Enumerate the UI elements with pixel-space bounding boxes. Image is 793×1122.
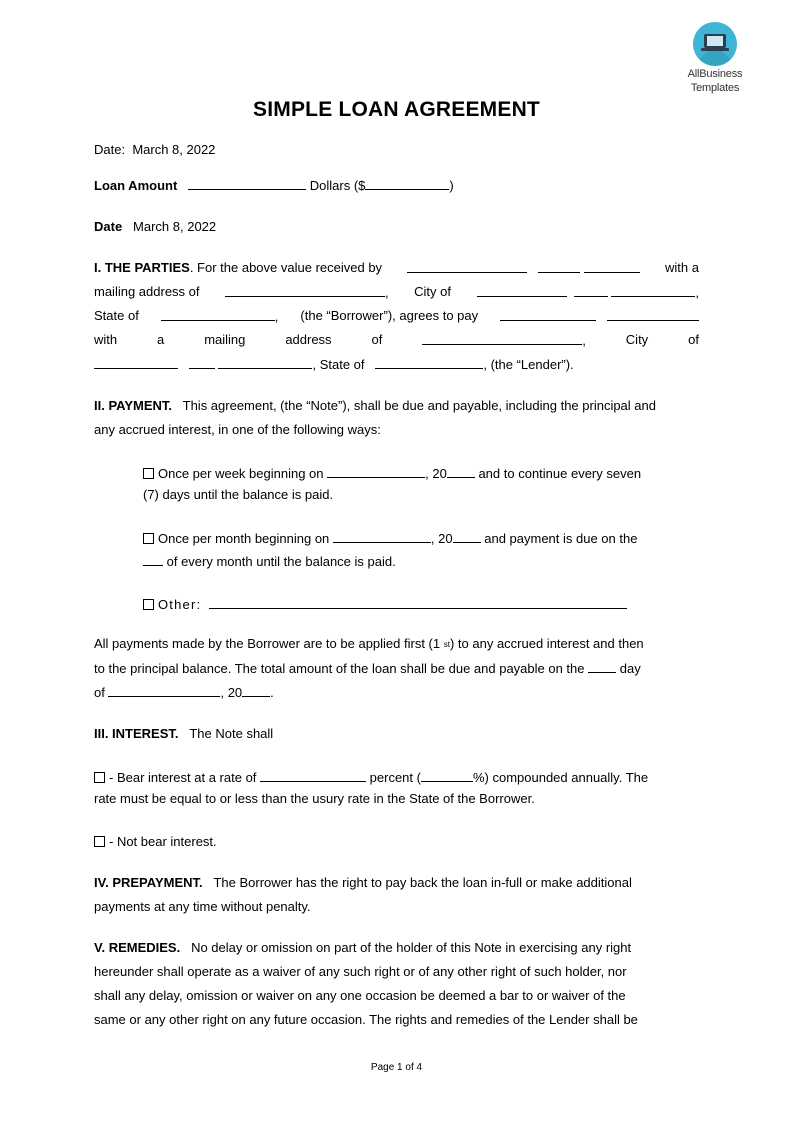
- applied-text-1: All payments made by the Borrower are to be applied first (1: [94, 636, 441, 651]
- payment-applied-line-2: [94, 660, 641, 677]
- loan-amount-line: [94, 177, 454, 194]
- logo-text-line2: Templates: [690, 82, 740, 94]
- prepayment-heading: IV. PREPAYMENT.: [94, 875, 203, 890]
- payment-line-1: [94, 398, 656, 414]
- parties-mailing-address-label: mailing address of: [94, 284, 200, 299]
- lender-name-field-3[interactable]: [584, 260, 640, 273]
- due-day-field[interactable]: [588, 660, 616, 673]
- laptop-icon: [704, 34, 726, 48]
- interest-intro: The Note shall: [189, 726, 274, 741]
- no-interest-text: - Not bear interest.: [109, 834, 217, 849]
- parties-word: address: [285, 332, 332, 347]
- laptop-screen-inner: [707, 36, 723, 46]
- applied-text-7: .: [270, 685, 274, 700]
- applied-text-5: of: [94, 685, 105, 700]
- parties-text-1: . For the above value received by: [189, 260, 383, 275]
- date-value: March 8, 2022: [132, 142, 216, 157]
- monthly-text-3: of every month until the balance is paid.: [166, 554, 396, 569]
- other-checkbox[interactable]: [143, 599, 154, 610]
- applied-sup: st: [443, 640, 450, 649]
- monthly-text-2: and payment is due on the: [484, 531, 638, 546]
- remedies-text-1: No delay or omission on part of the holder of this Note in exercising any right: [191, 940, 632, 955]
- payment-applied-line-3: [94, 684, 274, 701]
- lender-state-field[interactable]: [375, 356, 483, 369]
- laptop-base: [701, 48, 729, 51]
- parties-word: with: [94, 332, 118, 347]
- lender-city-field-2[interactable]: [189, 356, 215, 369]
- payment-line-2: any accrued interest, in one of the following ways:: [94, 422, 381, 437]
- payment-option-monthly: [143, 530, 637, 547]
- prepayment-line-1: [94, 875, 632, 891]
- due-month-field[interactable]: [108, 684, 220, 697]
- parties-line-4: with a mailing address of , City of: [94, 332, 699, 348]
- borrower-city-field-3[interactable]: [611, 284, 695, 297]
- date-line: [94, 142, 215, 158]
- lender-name-field[interactable]: [407, 260, 527, 273]
- date2-line: [94, 219, 216, 235]
- parties-borrower-agrees: (the “Borrower”), agrees to pay: [300, 308, 479, 323]
- monthly-checkbox[interactable]: [143, 533, 154, 544]
- applied-text-3: to the principal balance. The total amount of the loan shall be due and payable on the: [94, 661, 585, 676]
- lender-name-field-2[interactable]: [538, 260, 580, 273]
- lender-address-field[interactable]: [422, 332, 582, 345]
- interest-rate-number-field[interactable]: [421, 769, 473, 782]
- no-interest-checkbox[interactable]: [94, 836, 105, 847]
- weekly-year-prefix: , 20: [425, 466, 447, 481]
- loan-amount-words-field[interactable]: [188, 177, 306, 190]
- applied-text-2: ) to any accrued interest and then: [449, 636, 644, 651]
- borrower-state-field[interactable]: [161, 308, 275, 321]
- parties-heading: I. THE PARTIES: [94, 260, 190, 275]
- logo-text-line1: AllBusiness: [687, 68, 743, 80]
- interest-option-none: [94, 834, 217, 850]
- weekly-year-field[interactable]: [447, 465, 475, 478]
- applied-text-6: , 20: [220, 685, 243, 700]
- loan-amount-close-paren: ): [449, 178, 454, 193]
- lender-city-field-3[interactable]: [218, 356, 312, 369]
- parties-line-3: State of , (the “Borrower”), agrees to pay: [94, 308, 699, 325]
- parties-city-label: City of: [414, 284, 451, 299]
- lender-city-field[interactable]: [94, 356, 178, 369]
- logo-circle: [693, 22, 737, 66]
- prepayment-text-1: The Borrower has the right to pay back the loan in-full or make additional: [213, 875, 632, 890]
- payment-option-other: [143, 596, 627, 613]
- parties-word: City: [625, 332, 649, 347]
- loan-amount-label: Loan Amount: [94, 178, 178, 193]
- parties-state-label: State of: [94, 308, 139, 323]
- parties-state-of: , State of: [312, 357, 365, 372]
- parties-word: mailing: [204, 332, 246, 347]
- remedies-line-4: same or any other right on any future occasion. The rights and remedies of the Lender shall be: [94, 1012, 638, 1027]
- parties-word: of: [371, 332, 383, 347]
- interest-line: [94, 726, 273, 742]
- bear-interest-text-2: percent (: [369, 770, 421, 785]
- due-year-field[interactable]: [242, 684, 270, 697]
- page-number: Page 1 of 4: [370, 1062, 423, 1073]
- bear-interest-text-3: %) compounded annually. The: [472, 770, 649, 785]
- weekly-text: Once per week beginning on: [158, 466, 324, 481]
- bear-interest-text: - Bear interest at a rate of: [109, 770, 257, 785]
- other-payment-field[interactable]: [209, 596, 627, 609]
- monthly-start-date-field[interactable]: [333, 530, 431, 543]
- payment-applied-line-1: [94, 636, 644, 653]
- bear-interest-checkbox[interactable]: [94, 772, 105, 783]
- remedies-line-1: [94, 940, 631, 956]
- remedies-line-3: shall any delay, omission or waiver on any one occasion be deemed a bar to or waiver of the: [94, 988, 626, 1003]
- parties-with-a: with a: [665, 260, 699, 275]
- parties-line-2: mailing address of , City of ,: [94, 284, 699, 300]
- loan-amount-dollars-text: Dollars ($: [309, 178, 366, 193]
- weekly-text-2: and to continue every seven: [478, 466, 642, 481]
- prepayment-line-2: payments at any time without penalty.: [94, 899, 311, 914]
- interest-option-bear: [94, 769, 648, 786]
- parties-word: a: [157, 332, 165, 347]
- date2-value: March 8, 2022: [133, 219, 217, 234]
- document-title: SIMPLE LOAN AGREEMENT: [253, 98, 540, 121]
- monthly-text: Once per month beginning on: [158, 531, 330, 546]
- weekly-start-date-field[interactable]: [327, 465, 425, 478]
- interest-rate-words-field[interactable]: [260, 769, 366, 782]
- remedies-line-2: hereunder shall operate as a waiver of any such right or of any other right of such holder, nor: [94, 964, 627, 979]
- allbusiness-templates-logo: [680, 22, 750, 94]
- applied-text-4: day: [619, 661, 641, 676]
- borrower-city-field[interactable]: [477, 284, 567, 297]
- other-label: Other:: [158, 597, 202, 612]
- payment-option-weekly-line2: (7) days until the balance is paid.: [143, 487, 334, 502]
- parties-lender-end: , (the “Lender”).: [483, 357, 574, 372]
- monthly-year-field[interactable]: [453, 530, 481, 543]
- monthly-due-day-field[interactable]: [143, 553, 163, 566]
- monthly-year-prefix: , 20: [430, 531, 453, 546]
- payment-option-weekly: [143, 465, 641, 482]
- date2-label: Date: [94, 219, 123, 234]
- interest-option-bear-line2: rate must be equal to or less than the usury rate in the State of the Borrower.: [94, 791, 535, 806]
- lender-pay-field[interactable]: [500, 308, 596, 321]
- parties-word: of: [688, 332, 699, 347]
- loan-amount-number-field[interactable]: [365, 177, 449, 190]
- parties-line-5: [94, 356, 574, 373]
- borrower-address-field[interactable]: [225, 284, 385, 297]
- date-label: Date:: [94, 142, 126, 157]
- payment-heading: II. PAYMENT.: [94, 398, 173, 413]
- interest-heading: III. INTEREST.: [94, 726, 179, 741]
- remedies-heading: V. REMEDIES.: [94, 940, 181, 955]
- weekly-checkbox[interactable]: [143, 468, 154, 479]
- payment-text-1: This agreement, (the “Note”), shall be due and payable, including the principal and: [182, 398, 656, 413]
- borrower-city-field-2[interactable]: [574, 284, 608, 297]
- parties-line-1: [94, 260, 699, 277]
- lender-pay-field-2[interactable]: [607, 308, 699, 321]
- payment-option-monthly-line2: [143, 553, 396, 570]
